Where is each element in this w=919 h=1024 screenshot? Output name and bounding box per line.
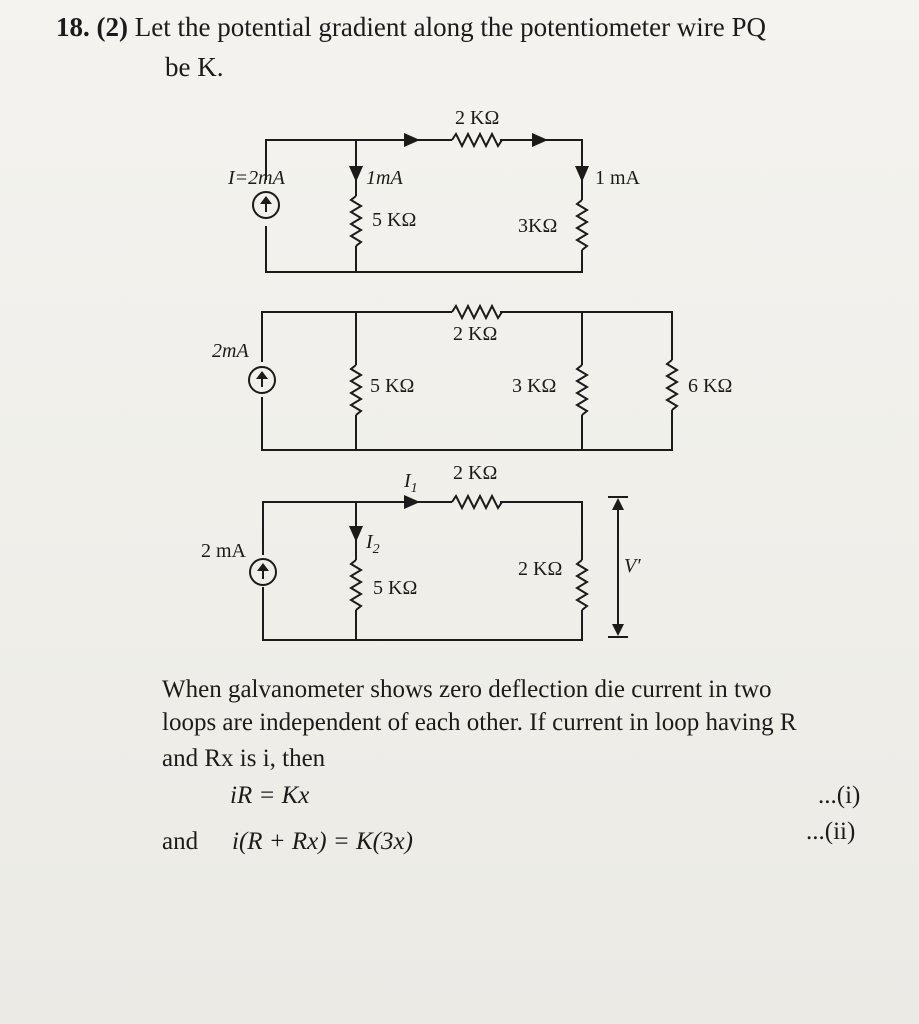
circuit3-bottom-wire <box>263 587 582 640</box>
equation-1: iR = Kx <box>230 782 310 809</box>
circuit3-top-resistor <box>452 496 502 508</box>
circuit2-top-resistor-label: 2 KΩ <box>453 323 498 345</box>
circuit1-branch1-resistor-label: 5 KΩ <box>372 209 417 231</box>
circuit1-source-label: I=2mA <box>228 167 285 189</box>
circuit2-r1-label: 5 KΩ <box>370 375 415 397</box>
circuit2-r3-resistor <box>667 360 677 410</box>
body-paragraph-line-3: and Rx is i, then <box>162 745 326 772</box>
circuit3-source-label: 2 mA <box>201 540 246 562</box>
circuit3-r2-label: 2 KΩ <box>518 558 563 580</box>
question-line-2: be K. <box>165 52 224 82</box>
circuit1-top-resistor-label: 2 KΩ <box>455 107 500 129</box>
circuit2-r2-label: 3 KΩ <box>512 375 557 397</box>
circuit2-r2-resistor <box>577 365 587 415</box>
circuit3-r1-resistor <box>351 560 361 610</box>
circuit-3 <box>250 496 628 640</box>
circuit1-branch2-arrow-icon <box>575 166 589 182</box>
equation-1-tag: ...(i) <box>818 782 861 809</box>
circuit2-top-wire-right <box>500 312 672 360</box>
circuit1-branch1-resistor <box>351 196 361 246</box>
circuit2-r3-label: 6 KΩ <box>688 375 733 397</box>
circuit2-source-label: 2mA <box>212 340 249 362</box>
equation-2-prefix: and <box>162 828 199 855</box>
body-paragraph-line-2: loops are independent of each other. If current in loop having R <box>162 709 797 736</box>
circuit1-arrow-left-icon <box>404 133 420 147</box>
circuit1-branch2-current: 1 mA <box>595 167 640 189</box>
circuit3-branch-arrow-icon <box>349 526 363 542</box>
circuit3-top-wire-right <box>500 502 582 560</box>
circuit3-current-top: $I_1$ <box>404 470 418 496</box>
circuit-1 <box>253 134 587 272</box>
circuit3-top-resistor-label: 2 KΩ <box>453 462 498 484</box>
circuit1-branch1-arrow-icon <box>349 166 363 182</box>
circuit3-voltage-label: V′ <box>624 555 641 577</box>
circuit1-arrow-right-icon <box>532 133 548 147</box>
circuit2-r1-resistor <box>351 365 361 415</box>
circuit1-branch2-resistor <box>577 200 587 250</box>
circuit2-bottom-wire <box>262 397 672 450</box>
circuit1-wire-right <box>500 140 582 200</box>
circuit1-branch1-current: 1mA <box>366 167 403 189</box>
circuit3-current-branch: $I_2$ <box>366 531 380 557</box>
question-marks: (2) <box>96 12 128 42</box>
equation-2: i(R + Rx) = K(3x) <box>232 828 413 855</box>
circuit3-r2-resistor <box>577 560 587 610</box>
circuit2-top-resistor <box>452 306 502 318</box>
question-line-1: Let the potential gradient along the potentiometer wire PQ <box>134 12 767 42</box>
equation-2-tag: ...(ii) <box>806 818 856 845</box>
question-number: 18. <box>56 12 90 42</box>
body-paragraph-line-1: When galvanometer shows zero deflection die current in two <box>162 676 772 703</box>
circuit1-branch2-resistor-label: 3KΩ <box>518 215 558 237</box>
circuit3-r1-label: 5 KΩ <box>373 577 418 599</box>
circuit3-arrow-top-icon <box>404 495 420 509</box>
circuit1-top-resistor <box>452 134 502 146</box>
